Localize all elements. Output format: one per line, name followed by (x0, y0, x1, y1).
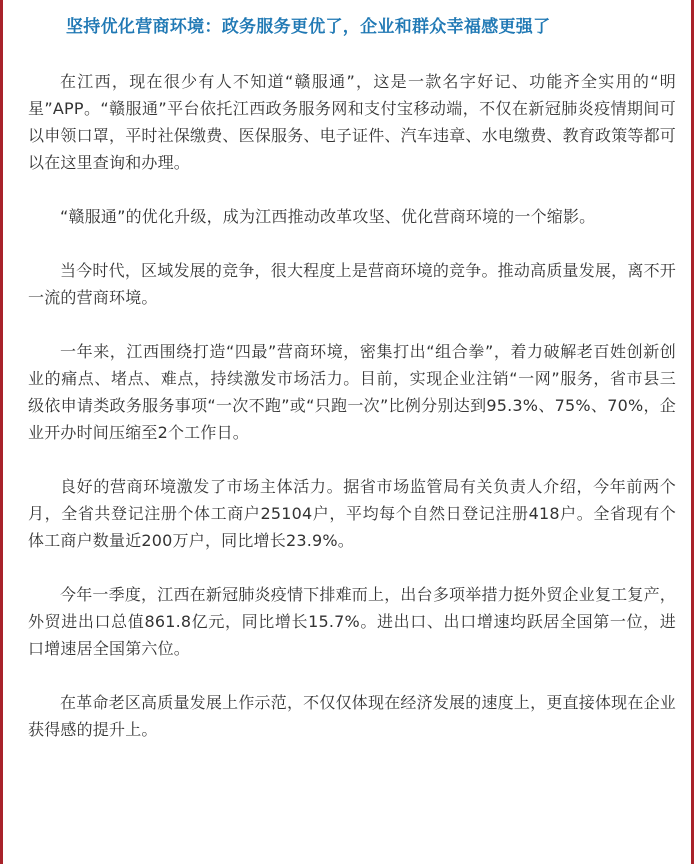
article-paragraph: 在江西，现在很少有人不知道“赣服通”，这是一款名字好记、功能齐全实用的“明星”APP。“赣服通”平台依托江西政务服务网和支付宝移动端，不仅在新冠肺炎疫情期间可以申领口罩，平时社保缴费、医保服务、电子证件、汽车违章、水电缴费、教育政策等都可以在这里查询和办理。 (28, 72, 677, 172)
article-paragraph: 在革命老区高质量发展上作示范，不仅仅体现在经济发展的速度上，更直接体现在企业获得感的提升上。 (28, 693, 676, 739)
article-body (28, 68, 676, 770)
article-paragraph: 一年来，江西围绕打造“四最”营商环境，密集打出“组合拳”，着力破解老百姓创新创业的痛点、堵点、难点，持续激发市场活力。目前，实现企业注销“一网”服务，省市县三级依申请类政务服务事项“一次不跑”或“只跑一次”比例分别达到95.3%、75%、70%，企业开办时间压缩至2个工作日。 (28, 342, 676, 442)
article-paragraph: 今年一季度，江西在新冠肺炎疫情下排难而上，出台多项举措力挺外贸企业复工复产，外贸进出口总值861.8亿元，同比增长15.7%。进出口、出口增速均跃居全国第一位，进口增速居全国第六位。 (28, 585, 676, 658)
article-paragraph: “赣服通”的优化升级，成为江西推动改革攻坚、优化营商环境的一个缩影。 (60, 207, 596, 226)
article-heading: 坚持优化营商环境：政务服务更优了，企业和群众幸福感更强了 (66, 17, 551, 37)
article-paragraph: 良好的营商环境激发了市场主体活力。据省市场监管局有关负责人介绍，今年前两个月，全省共登记注册个体工商户25104户，平均每个自然日登记注册418户。全省现有个体工商户数量近200万户，同比增长23.9%。 (28, 477, 676, 550)
article-paragraph: 当今时代，区域发展的竞争，很大程度上是营商环境的竞争。推动高质量发展，离不开一流的营商环境。 (28, 261, 676, 307)
